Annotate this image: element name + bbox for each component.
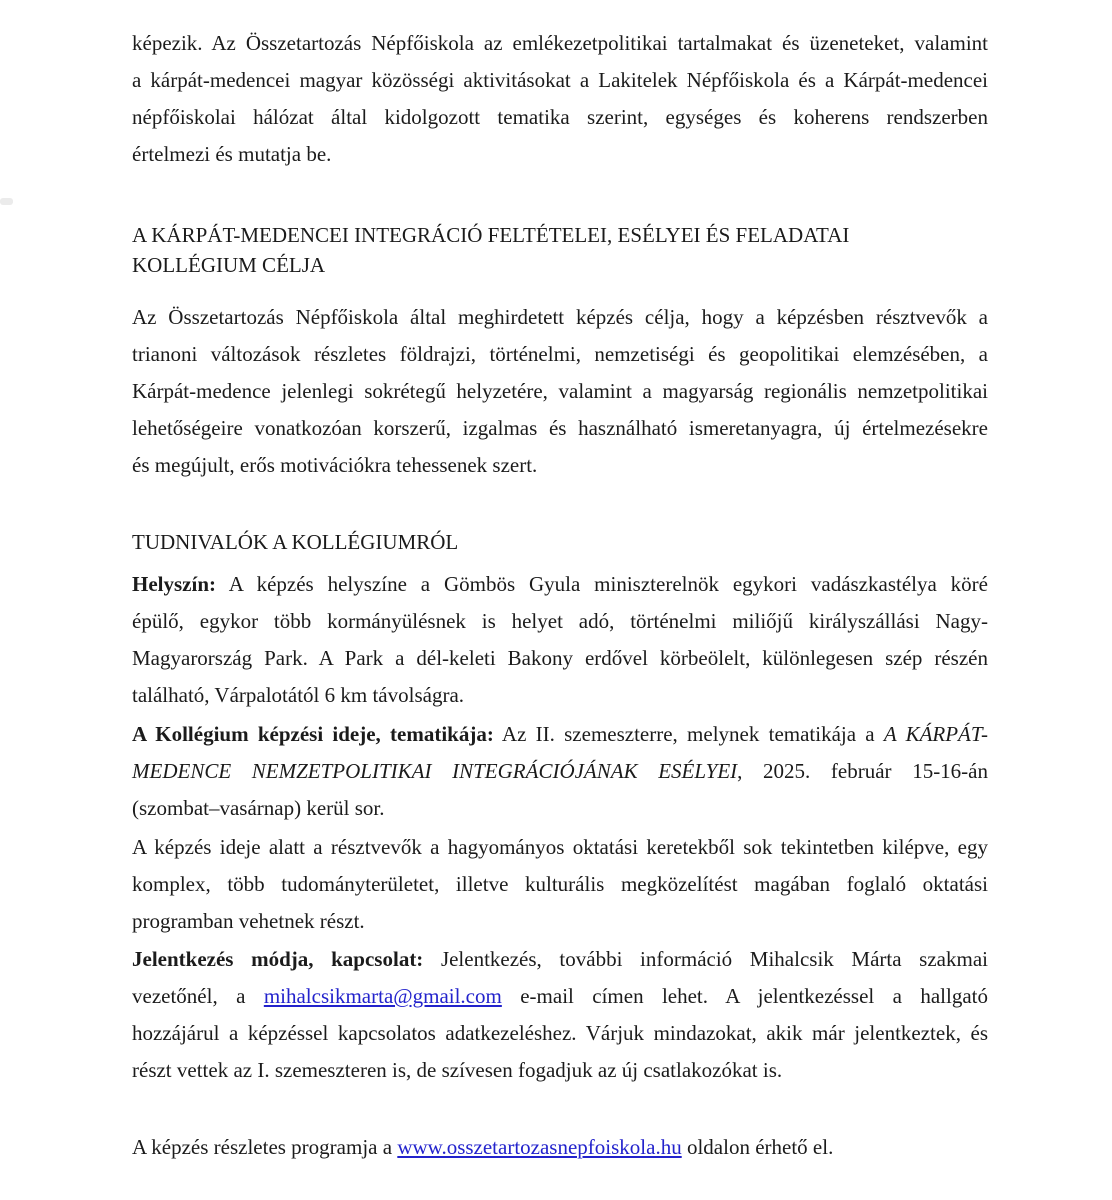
text-run: Az II. szemeszterre, melynek tematikája a (493, 722, 884, 746)
text-line (132, 250, 988, 280)
text-run: TUDNIVALÓK A KOLLÉGIUMRÓL (132, 530, 459, 554)
text-line (132, 25, 988, 62)
text-run: komplex, több tudományterületet, illetve kulturális megközelítést magában foglaló oktatási (132, 872, 988, 896)
label-kepzesi-ideje: A Kollégium képzési ideje, tematikája: (132, 722, 494, 746)
text-line (132, 903, 988, 940)
text-run: található, Várpalotától 6 km távolságra. (132, 683, 465, 707)
text-run: részt vettek az I. szemeszteren is, de szívesen fogadjuk az új csatlakozókat is. (132, 1058, 783, 1082)
text-run: oldalon érhető el. (681, 1135, 834, 1159)
text-line (132, 790, 988, 827)
text-run: épülő, egykor több kormányülésnek is helyet adó, történelmi miliőjű királyszállási Nagy- (132, 609, 988, 633)
text-line (132, 220, 988, 250)
email-link[interactable]: mihalcsikmarta@gmail.com (263, 984, 502, 1008)
paragraph-jelentkezes (132, 941, 988, 1089)
text-line (132, 410, 988, 447)
paragraph-kepzes-celja (132, 299, 988, 484)
text-line (132, 1052, 988, 1089)
heading-kollegium-celja (132, 220, 988, 280)
text-run: a kárpát-medencei magyar közösségi aktivitásokat a Lakitelek Népfőiskola és a Kárpát-medencei (132, 68, 988, 92)
text-line (132, 136, 988, 173)
course-title-italic: A KÁRPÁT- (883, 722, 988, 746)
text-run: A képzés részletes programja a (132, 1135, 398, 1159)
paragraph-kepzes-ideje-alatt (132, 829, 988, 940)
text-line (132, 640, 988, 677)
text-run: A képzés ideje alatt a résztvevők a hagyományos oktatási keretekből sok tekintetben kilépve, egy (132, 835, 988, 859)
paragraph-intro (132, 25, 988, 173)
text-line (132, 373, 988, 410)
label-helyszin: Helyszín: (132, 572, 216, 596)
text-run: Az Összetartozás Népfőiskola által meghirdetett képzés célja, hogy a képzésben résztvevők a (132, 305, 988, 329)
text-line (132, 447, 988, 484)
text-run: képezik. Az Összetartozás Népfőiskola az emlékezetpolitikai tartalmakat és üzeneteket, valamint (132, 31, 988, 55)
text-run: vezetőnél, a (132, 984, 264, 1008)
text-line (132, 866, 988, 903)
text-run: programban vehetnek részt. (132, 909, 365, 933)
paragraph-kepzesi-ideje (132, 716, 988, 827)
text-line (132, 99, 988, 136)
text-run: Jelentkezés, további információ Mihalcsik Márta szakmai (423, 947, 988, 971)
heading-tudnivalok (132, 524, 988, 561)
text-run: Kárpát-medence jelenlegi sokrétegű helyzetére, valamint a magyarság regionális nemzetpolitikai (132, 379, 988, 403)
paragraph-helyszin (132, 566, 988, 714)
scan-smudge (0, 198, 13, 205)
text-line (132, 677, 988, 714)
text-line (132, 62, 988, 99)
text-line (132, 1129, 988, 1166)
text-run: értelmezi és mutatja be. (132, 142, 332, 166)
text-run: (szombat–vasárnap) kerül sor. (132, 796, 385, 820)
text-line (132, 941, 988, 978)
label-jelentkezes: Jelentkezés módja, kapcsolat: (132, 947, 424, 971)
text-line (132, 716, 988, 753)
paragraph-program-link (132, 1129, 988, 1166)
text-run: A képzés helyszíne a Gömbös Gyula miniszterelnök egykori vadászkastélya köré (216, 572, 988, 596)
text-run: trianoni változások részletes földrajzi, történelmi, nemzetiségi és geopolitikai elemzésében, a (132, 342, 988, 366)
text-run: és megújult, erős motivációkra tehessenek szert. (132, 453, 538, 477)
text-line (132, 603, 988, 640)
document-content (132, 0, 988, 1166)
course-title-italic: MEDENCE NEMZETPOLITIKAI INTEGRÁCIÓJÁNAK ESÉLYEI (132, 759, 738, 783)
text-run: A KÁRPÁT-MEDENCEI INTEGRÁCIÓ FELTÉTELEI, ESÉLYEI ÉS FELADATAI (132, 223, 850, 247)
text-run: KOLLÉGIUM CÉLJA (132, 253, 326, 277)
text-line (132, 299, 988, 336)
text-run: , 2025. február 15-16-án (737, 759, 988, 783)
text-run: lehetőségeire vonatkozóan korszerű, izgalmas és használható ismeretanyagra, új értelmezésekre (132, 416, 988, 440)
text-line (132, 829, 988, 866)
text-line (132, 978, 988, 1015)
text-line (132, 566, 988, 603)
text-run: népfőiskolai hálózat által kidolgozott tematika szerint, egységes és koherens rendszerben (132, 105, 988, 129)
text-run: e-mail címen lehet. A jelentkezéssel a hallgató (501, 984, 988, 1008)
text-line (132, 753, 988, 790)
text-line (132, 524, 988, 561)
website-link[interactable]: www.osszetartozasnepfoiskola.hu (397, 1135, 682, 1159)
text-line (132, 336, 988, 373)
text-line (132, 1015, 988, 1052)
text-run: hozzájárul a képzéssel kapcsolatos adatkezeléshez. Várjuk mindazokat, akik már jelentkeztek, és (132, 1021, 988, 1045)
text-run: Magyarország Park. A Park a dél-keleti Bakony erdővel körbeölelt, különlegesen szép részén (132, 646, 988, 670)
